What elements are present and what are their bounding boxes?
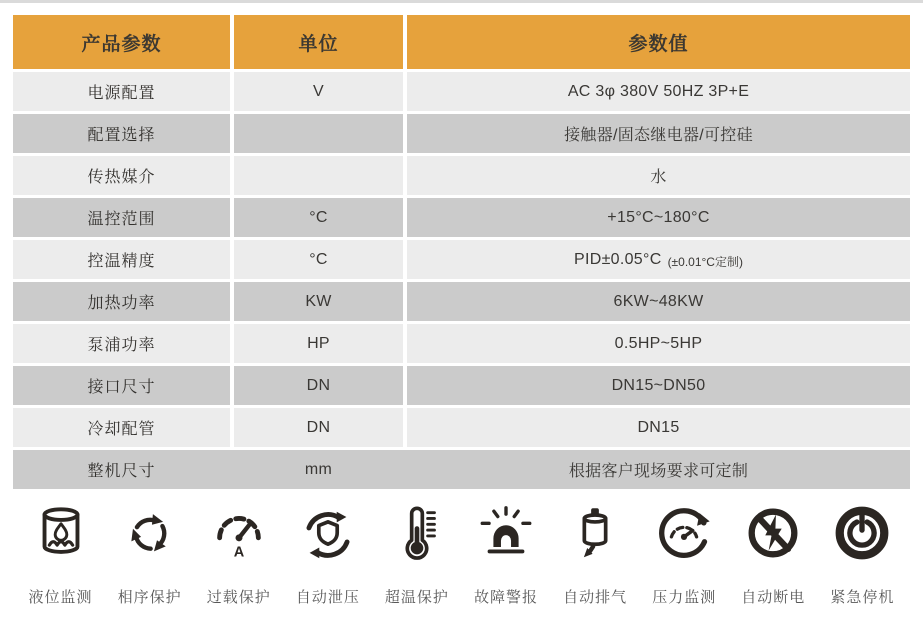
value-cell: 水 (407, 156, 910, 195)
value-main: PID±0.05°C (574, 250, 662, 268)
power-cut-icon (742, 498, 804, 568)
feature-label: 液位监测 (28, 589, 93, 606)
value-cell: 根据客户现场要求可定制 (568, 463, 749, 480)
param-name-cell: 温控范围 (13, 198, 230, 237)
value-cell: DN15 (407, 408, 910, 447)
value-cell: 接触器/固态继电器/可控硅 (407, 114, 910, 153)
value-cell: +15°C~180°C (407, 198, 910, 237)
feature-label: 过载保护 (206, 589, 271, 606)
table-row (13, 366, 910, 405)
header-unit: 单位 (234, 15, 403, 69)
header-value: 参数值 (407, 15, 910, 69)
param-name-cell: 传热媒介 (13, 156, 230, 195)
unit-cell: KW (234, 282, 403, 321)
feature-label: 自动断电 (741, 589, 806, 606)
value-cell: DN15~DN50 (407, 366, 910, 405)
feature-item (551, 489, 640, 607)
pressure-relief-shield-icon (297, 498, 359, 568)
table-row (13, 282, 910, 321)
feature-item (640, 489, 729, 607)
value-cell (407, 240, 910, 279)
param-name-cell: 冷却配管 (13, 408, 230, 447)
feature-label: 紧急停机 (830, 589, 895, 606)
feature-label: 压力监测 (652, 589, 717, 606)
feature-label: 超温保护 (384, 589, 449, 606)
value-cell: 6KW~48KW (407, 282, 910, 321)
param-name-cell: 整机尺寸 (87, 463, 156, 480)
unit-cell: HP (234, 324, 403, 363)
emergency-stop-icon (831, 498, 893, 568)
unit-cell (234, 114, 403, 153)
unit-cell (234, 156, 403, 195)
feature-item (194, 489, 283, 607)
table-row (13, 240, 910, 279)
unit-cell: °C (234, 198, 403, 237)
feature-item (283, 489, 372, 607)
feature-item (818, 489, 907, 607)
feature-icons-bar (0, 489, 923, 607)
unit-cell: V (234, 72, 403, 111)
unit-cell: DN (234, 408, 403, 447)
unit-cell: mm (304, 460, 333, 478)
param-name-cell: 配置选择 (13, 114, 230, 153)
product-spec-table (13, 15, 910, 492)
svg-text:A: A (233, 544, 244, 561)
feature-item (461, 489, 550, 607)
table-row (13, 156, 910, 195)
param-name-cell: 控温精度 (13, 240, 230, 279)
alarm-beacon-icon (475, 498, 537, 568)
pressure-gauge-icon (653, 498, 715, 568)
header-param: 产品参数 (13, 15, 230, 69)
param-name-cell: 泵浦功率 (13, 324, 230, 363)
value-cell: AC 3φ 380V 50HZ 3P+E (407, 72, 910, 111)
feature-item (372, 489, 461, 607)
feature-item (16, 489, 105, 607)
value-cell: 0.5HP~5HP (407, 324, 910, 363)
phase-sequence-icon (119, 498, 181, 568)
feature-label: 故障警报 (474, 589, 539, 606)
overload-gauge-icon (208, 498, 270, 568)
table-header-row (13, 15, 910, 69)
table-row (13, 324, 910, 363)
feature-label: 自动排气 (563, 589, 628, 606)
thermometer-icon (386, 498, 448, 568)
value-note: (±0.01°C定制) (667, 254, 743, 269)
table-row (13, 450, 910, 489)
unit-cell: DN (234, 366, 403, 405)
param-name-cell: 接口尺寸 (13, 366, 230, 405)
table-row (13, 72, 910, 111)
feature-item (105, 489, 194, 607)
liquid-level-icon (30, 498, 92, 568)
param-name-cell: 电源配置 (13, 72, 230, 111)
unit-cell: °C (234, 240, 403, 279)
feature-item (729, 489, 818, 607)
table-row (13, 408, 910, 447)
feature-label: 相序保护 (117, 589, 182, 606)
feature-label: 自动泄压 (295, 589, 360, 606)
param-name-cell: 加热功率 (13, 282, 230, 321)
table-row (13, 114, 910, 153)
top-divider (0, 0, 923, 3)
table-row (13, 198, 910, 237)
air-vent-icon (564, 498, 626, 568)
